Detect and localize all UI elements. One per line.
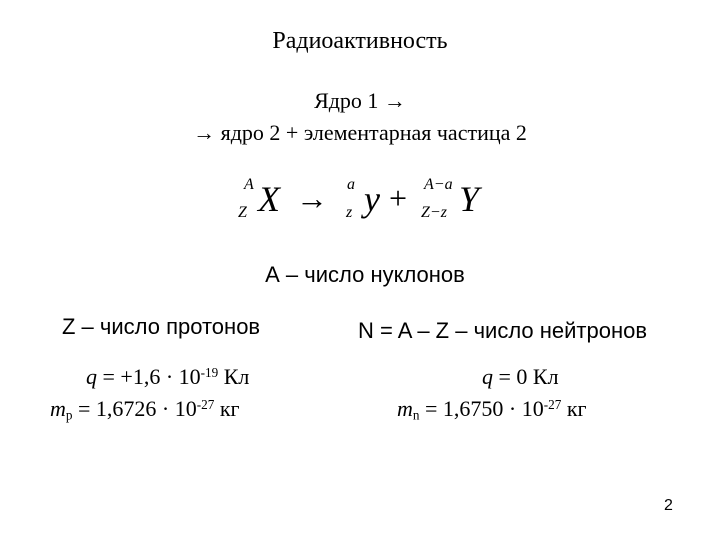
charge-symbol: q bbox=[482, 364, 493, 389]
proton-mass-exponent: -27 bbox=[196, 396, 215, 412]
protons-definition: Z – число протонов bbox=[62, 314, 261, 339]
proton-mass bbox=[50, 396, 240, 422]
charge-symbol: q bbox=[86, 364, 97, 389]
proton-charge-exponent: -19 bbox=[200, 364, 219, 380]
particle-symbol: y bbox=[364, 179, 380, 219]
reaction-line-1: Ядро 1 → bbox=[314, 88, 406, 113]
proton-mass-subscript: p bbox=[65, 407, 73, 423]
parent-symbol: X bbox=[258, 179, 280, 219]
reaction-line-2: → ядро 2 + элементарная частица 2 bbox=[193, 120, 527, 145]
mass-symbol: m bbox=[397, 396, 413, 421]
proton-charge-unit: Кл bbox=[218, 364, 250, 389]
neutrons-definition: N = A – Z – число нейтронов bbox=[358, 318, 648, 343]
proton-charge bbox=[86, 364, 249, 390]
proton-charge-value: = +1,6 · 10 bbox=[97, 364, 201, 389]
arrow-icon: → bbox=[296, 180, 328, 216]
page-number: 2 bbox=[664, 497, 673, 514]
neutron-mass-value: = 1,6750 · 10 bbox=[419, 396, 544, 421]
daughter-symbol: Y bbox=[459, 179, 480, 219]
particle-atomic-number: z bbox=[346, 204, 353, 221]
neutron-mass bbox=[397, 396, 587, 422]
slide-title: Радиоактивность bbox=[272, 28, 448, 54]
plus-sign: + bbox=[389, 180, 408, 216]
neutron-mass-unit: кг bbox=[561, 396, 587, 421]
parent-mass-number: A bbox=[244, 176, 254, 193]
mass-symbol: m bbox=[50, 396, 66, 421]
particle-mass-number: a bbox=[347, 176, 355, 193]
neutron-charge bbox=[482, 364, 559, 390]
neutron-mass-subscript: n bbox=[412, 407, 420, 423]
parent-atomic-number: Z bbox=[238, 204, 247, 221]
neutron-charge-value: = 0 Кл bbox=[493, 364, 559, 389]
proton-mass-value: = 1,6726 · 10 bbox=[72, 396, 197, 421]
daughter-atomic-number: Z−z bbox=[421, 204, 447, 221]
nucleons-definition: А – число нуклонов bbox=[265, 262, 465, 287]
proton-mass-unit: кг bbox=[214, 396, 240, 421]
neutron-mass-exponent: -27 bbox=[543, 396, 562, 412]
daughter-mass-number: A−a bbox=[424, 176, 453, 193]
